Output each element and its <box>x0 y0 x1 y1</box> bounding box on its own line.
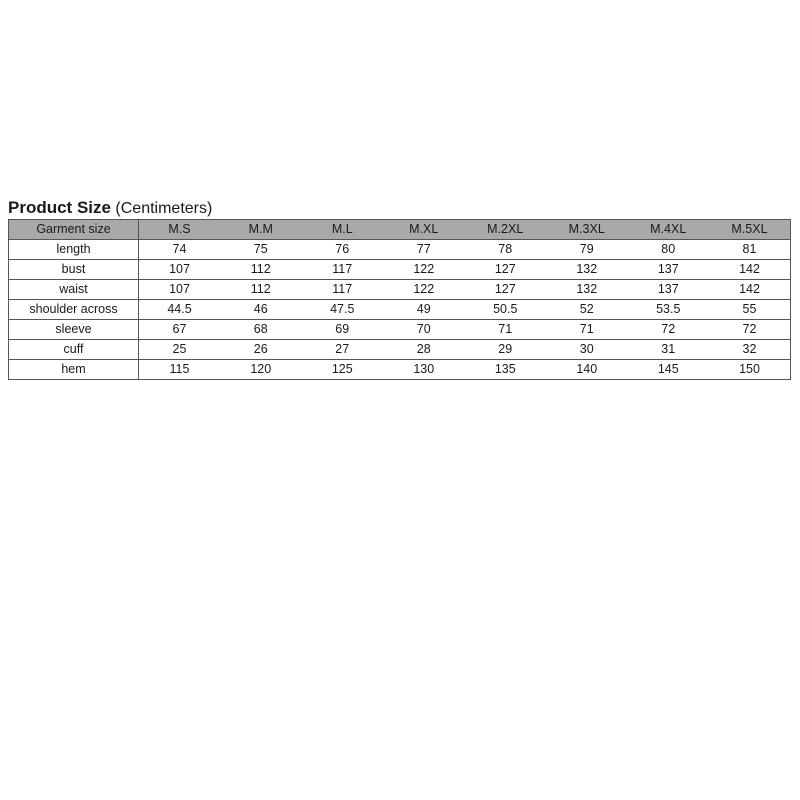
table-row <box>9 320 791 340</box>
table-cell: 79 <box>546 240 628 260</box>
table-cell: 78 <box>465 240 547 260</box>
table-cell: 70 <box>383 320 465 340</box>
size-header: M.3XL <box>546 220 628 240</box>
size-header: M.4XL <box>628 220 710 240</box>
row-label: cuff <box>9 340 139 360</box>
table-row <box>9 280 791 300</box>
table-cell: 72 <box>709 320 791 340</box>
size-header: M.S <box>139 220 221 240</box>
table-cell: 145 <box>628 360 710 380</box>
row-label: hem <box>9 360 139 380</box>
size-header: M.2XL <box>465 220 547 240</box>
table-cell: 44.5 <box>139 300 221 320</box>
size-header: M.XL <box>383 220 465 240</box>
table-cell: 127 <box>465 280 547 300</box>
row-label: waist <box>9 280 139 300</box>
table-cell: 52 <box>546 300 628 320</box>
table-row <box>9 360 791 380</box>
table-row <box>9 260 791 280</box>
table-cell: 137 <box>628 280 710 300</box>
header-row <box>9 220 791 240</box>
table-cell: 68 <box>220 320 302 340</box>
table-cell: 46 <box>220 300 302 320</box>
table-cell: 150 <box>709 360 791 380</box>
table-cell: 107 <box>139 280 221 300</box>
row-label: shoulder across <box>9 300 139 320</box>
table-cell: 26 <box>220 340 302 360</box>
table-cell: 50.5 <box>465 300 547 320</box>
table-cell: 72 <box>628 320 710 340</box>
size-header: M.L <box>302 220 384 240</box>
table-cell: 117 <box>302 260 384 280</box>
table-cell: 69 <box>302 320 384 340</box>
table-cell: 135 <box>465 360 547 380</box>
table-cell: 142 <box>709 260 791 280</box>
table-cell: 71 <box>465 320 547 340</box>
table-cell: 29 <box>465 340 547 360</box>
table-cell: 28 <box>383 340 465 360</box>
table-cell: 132 <box>546 260 628 280</box>
table-cell: 49 <box>383 300 465 320</box>
table-cell: 137 <box>628 260 710 280</box>
table-cell: 67 <box>139 320 221 340</box>
table-cell: 75 <box>220 240 302 260</box>
row-label: bust <box>9 260 139 280</box>
table-cell: 112 <box>220 260 302 280</box>
table-cell: 112 <box>220 280 302 300</box>
table-cell: 107 <box>139 260 221 280</box>
table-cell: 122 <box>383 280 465 300</box>
corner-label: Garment size <box>9 220 139 240</box>
table-cell: 81 <box>709 240 791 260</box>
table-cell: 80 <box>628 240 710 260</box>
table-cell: 27 <box>302 340 384 360</box>
table-cell: 71 <box>546 320 628 340</box>
table-cell: 130 <box>383 360 465 380</box>
table-cell: 53.5 <box>628 300 710 320</box>
table-row <box>9 240 791 260</box>
page-title <box>8 197 212 219</box>
table-cell: 77 <box>383 240 465 260</box>
title-unit: (Centimeters) <box>115 200 213 217</box>
row-label: sleeve <box>9 320 139 340</box>
table-cell: 115 <box>139 360 221 380</box>
table-cell: 125 <box>302 360 384 380</box>
table-cell: 132 <box>546 280 628 300</box>
table-row <box>9 340 791 360</box>
table-cell: 32 <box>709 340 791 360</box>
table-cell: 47.5 <box>302 300 384 320</box>
table-cell: 127 <box>465 260 547 280</box>
table-cell: 120 <box>220 360 302 380</box>
table-cell: 30 <box>546 340 628 360</box>
table-cell: 140 <box>546 360 628 380</box>
table-cell: 31 <box>628 340 710 360</box>
table-cell: 117 <box>302 280 384 300</box>
table-cell: 74 <box>139 240 221 260</box>
size-header: M.5XL <box>709 220 791 240</box>
table-row <box>9 300 791 320</box>
table-cell: 55 <box>709 300 791 320</box>
size-header: M.M <box>220 220 302 240</box>
title-main: Product Size <box>8 198 111 217</box>
table-cell: 76 <box>302 240 384 260</box>
table-cell: 25 <box>139 340 221 360</box>
table-cell: 142 <box>709 280 791 300</box>
table-cell: 122 <box>383 260 465 280</box>
row-label: length <box>9 240 139 260</box>
size-chart-table <box>8 219 791 380</box>
